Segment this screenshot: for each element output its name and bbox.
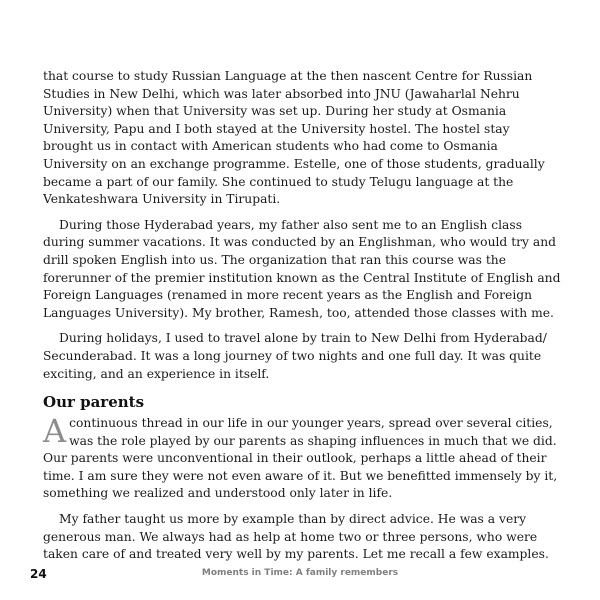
paragraph-holidays: During holidays, I used to travel alone by train to New Delhi from Hyderabad/ Secunderabad. It was a long journey of two nights and one full day. It was quite exciting, and an experience in itself. xyxy=(43,331,547,381)
page-footer xyxy=(0,567,600,583)
paragraph-father: My father taught us more by example than by direct advice. He was a very generous man. We always had as help at home two or three persons, who were taken care of and treated very well by my parents. Let me recall a few examples. xyxy=(43,512,549,562)
paragraph-parents-intro-text: continuous thread in our life in our younger years, spread over several cities, was the role played by our parents as shaping influences in much that we did. Our parents were unconventional in their outlook, perhaps a little ahead of their time. I am sure they were not even aware of it. But we benefitted immensely by it, something we realized and understood only later in life. xyxy=(43,416,558,501)
paragraph-continued: that course to study Russian Language at the then nascent Centre for Russian Studies in New Delhi, which was later absorbed into JNU (Jawaharlal Nehru University) when that University was set up. During her study at Osmania University, Papu and I both stayed at the University hostel. The hostel stay brought us in contact with American students who had come to Osmania University on an exchange programme. Estelle, one of those students, gradually became a part of our family. She continued to study Telugu language at the Venkateshwara University in Tirupati. xyxy=(43,69,545,207)
paragraph-parents-intro xyxy=(43,412,563,503)
drop-cap: A xyxy=(43,412,67,451)
body-text xyxy=(43,68,563,572)
section-heading: Our parents xyxy=(43,393,145,412)
paragraph-english-class: During those Hyderabad years, my father also sent me to an English class during summer vacations. It was conducted by an Englishman, who would try and drill spoken English into us. The organization that ran this course was the forerunner of the premier institution known as the Central Institute of English and Foreign Languages (renamed in more recent years as the English and Foreign Languages University). My brother, Ramesh, too, attended those classes with me. xyxy=(43,217,561,320)
page-number: 24 xyxy=(30,567,47,581)
running-footer-title: Moments in Time: A family remembers xyxy=(201,568,399,578)
